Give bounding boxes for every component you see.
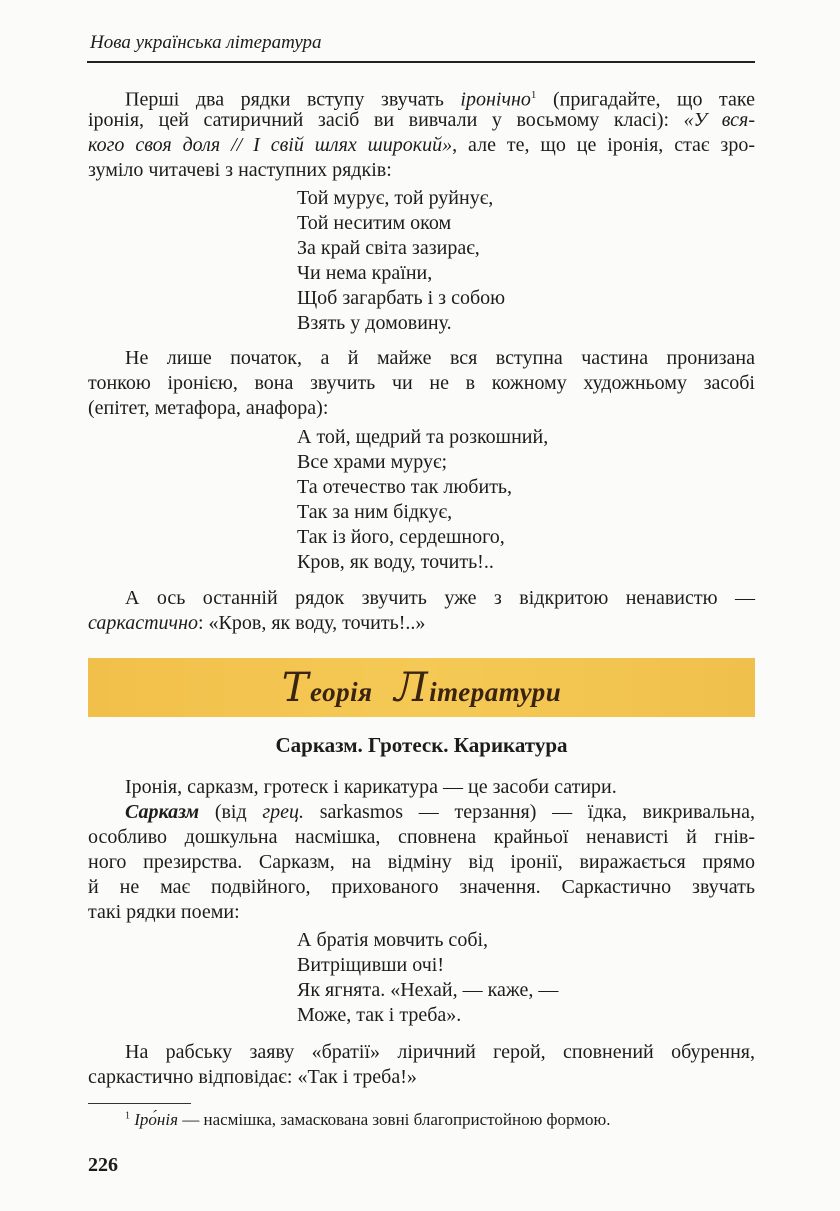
poem-line: Може, так і треба».	[297, 1004, 462, 1026]
poem-line: Так із його, сердешного,	[297, 526, 505, 548]
poem-line: Щоб загарбать і з собою	[297, 287, 506, 309]
paragraph-line: Сарказм (від грец. sarkasmos — терзання) — їдка, викривальна,	[125, 801, 755, 823]
paragraph-line: такі рядки поеми:	[88, 901, 240, 923]
poem-line: Той мурує, той руйнує,	[297, 187, 494, 209]
paragraph-line: саркастично відповідає: «Так і треба!»	[88, 1066, 417, 1088]
paragraph-line: іронія, цей сатиричний засіб ви вивчали у восьмому класі): «У вся-	[88, 109, 755, 131]
paragraph-line: Іронія, сарказм, гротеск і карикатура — це засоби сатири.	[125, 776, 617, 798]
paragraph-line: На рабську заяву «братії» ліричний герой, сповнений обурення,	[125, 1041, 755, 1063]
paragraph-line: й не має подвійного, прихованого значення. Саркастично звучать	[88, 876, 755, 898]
page-number: 226	[88, 1154, 118, 1176]
section-subtitle: Сарказм. Гротеск. Карикатура	[275, 733, 568, 757]
footnote: $^1$ Іро́нія — насмішка, замаскована зовні благопристойною формою.	[125, 1110, 611, 1129]
poem-line: Так за ним бідкує,	[297, 501, 453, 523]
paragraph-line: (епітет, метафора, анафора):	[88, 397, 329, 419]
poem-line: А той, щедрий та розкошний,	[297, 426, 549, 448]
poem-line: За край світа зазирає,	[297, 237, 480, 259]
paragraph-line: А ось останній рядок звучить уже з відкритою ненавистю —	[125, 587, 755, 609]
running-header: Нова українська література	[90, 32, 322, 53]
poem-line: Кров, як воду, точить!..	[297, 551, 494, 573]
poem-line: Взять у домовину.	[297, 312, 452, 334]
footnote-rule	[88, 1103, 191, 1104]
paragraph-line: особливо дошкульна насмішка, сповнена крайньої ненависті й гнів-	[88, 826, 755, 848]
poem-line: Витріщивши очі!	[297, 954, 444, 976]
poem-line: Та отечество так любить,	[297, 476, 513, 498]
poem-line: Як ягнята. «Нехай, — каже, —	[297, 979, 559, 1001]
paragraph-line: саркастично: «Кров, як воду, точить!..»	[88, 612, 426, 634]
paragraph-line: тонкою іронією, вона звучить чи не в кожному художньому засобі	[88, 372, 755, 394]
paragraph-line: кого своя доля // І свій шлях широкий», але те, що це іронія, стає зро-	[88, 134, 755, 156]
paragraph-line: Не лише початок, а й майже вся вступна частина пронизана	[125, 347, 755, 369]
banner-title: Теорія Літератури	[281, 664, 562, 711]
paragraph-line: Перші два рядки вступу звучать іронічно$^1$ (пригадайте, що таке	[125, 88, 755, 111]
paragraph-line: зуміло читачеві з наступних рядків:	[88, 159, 392, 181]
poem-line: Той неситим оком	[297, 212, 452, 234]
poem-line: А братія мовчить собі,	[297, 929, 489, 951]
poem-line: Все храми мурує;	[297, 451, 448, 473]
section-banner-literary-theory	[88, 658, 755, 717]
footnote-ref: 1	[530, 89, 537, 101]
paragraph-line: ного презирства. Сарказм, на відміну від іронії, виражається прямо	[88, 851, 755, 873]
poem-line: Чи нема країни,	[297, 262, 433, 284]
header-rule	[87, 61, 755, 63]
